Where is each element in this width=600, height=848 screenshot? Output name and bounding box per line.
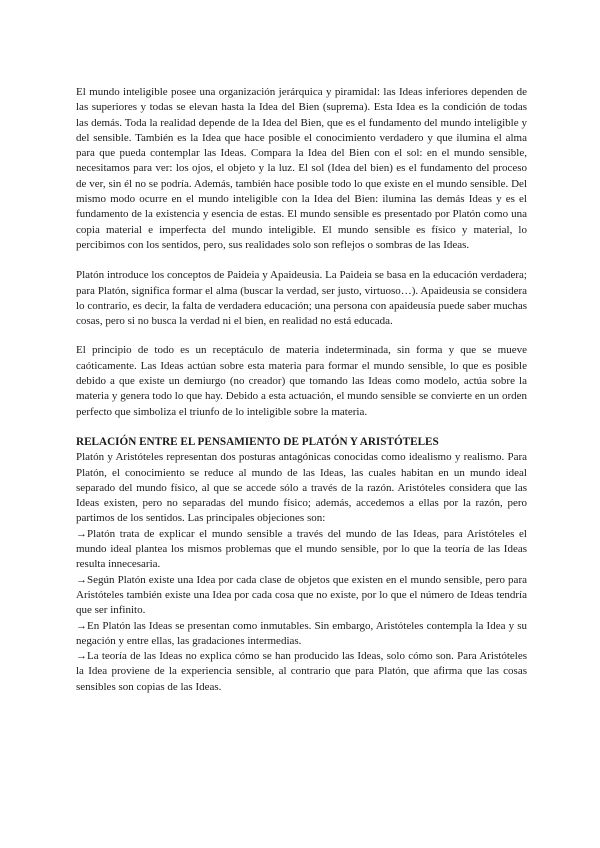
section-intro: Platón y Aristóteles representan dos posturas antagónicas conocidas como idealismo y realismo. Para Platón, el conocimiento se reduce al mundo de las Ideas, las cuales habitan en un mundo ideal separado del mundo físico, al que se accede sólo a través de la razón. Aristóteles considera que las Ideas existen, pero no separadas del mundo físico; además, accedemos a ellas por la razón, pero partimos de los sentidos. Las principales objeciones son: (76, 451, 527, 525)
paragraph-paideia: Platón introduce los conceptos de Paideia y Apaideusia. La Paideia se basa en la educación verdadera; para Platón, significa formar el alma (buscar la verdad, ser justo, virtuoso…). Apaideusia se considera lo contrario, es decir, la falta de verdadera educación; una persona con apaideusía puede saber muchas cosas, pero si no busca la verdad ni el bien, en realidad no está educada. (76, 269, 527, 328)
paragraph-demiurgo: El principio de todo es un receptáculo de materia indeterminada, sin forma y que se mueve caóticamente. Las Ideas actúan sobre esta materia para formar el mundo sensible, lo que es posible debido a que existe un demiurgo (no creador) que tomando las Ideas como modelo, actúa sobre la materia y genera todo lo que hay. Debido a esta actuación, el mundo sensible se convierte en un orden perfecto que simboliza el triunfo de lo inteligible sobre la materia. (76, 344, 527, 418)
objection-3: →En Platón las Ideas se presentan como inmutables. Sin embargo, Aristóteles contempla la Idea y su negación y entre ellas, las gradaciones intermedias. (76, 619, 527, 647)
objection-2: →Según Platón existe una Idea por cada clase de objetos que existen en el mundo sensible, pero para Aristóteles también existe una Idea por cada cosa que no existe, por lo que el número de Ideas tendría que ser infinito. (76, 573, 527, 617)
objection-4: →La teoría de las Ideas no explica cómo se han producido las Ideas, solo cómo son. Para Aristóteles la Idea proviene de la experiencia sensible, al contrario que para Platón, que afirma que las cosas sensibles son copias de las Ideas. (76, 650, 527, 693)
objection-1: →Platón trata de explicar el mundo sensible a través del mundo de las Ideas, para Aristóteles el mundo ideal plantea los mismos problemas que el mundo sensible, por lo que la teoría de las Ideas resulta innecesaria. (76, 527, 527, 571)
paragraph-ideas-bien: El mundo inteligible posee una organización jerárquica y piramidal: las Ideas inferiores dependen de las superiores y todas se elevan hasta la Idea del Bien (suprema). Esta Idea es la condición de todas las demás. Toda la realidad depende de la Idea del Bien, que es el fundamento del mundo inteligible y del sensible. También es la Idea que hace posible el conocimiento verdadero y que ilumina el alma para que pueda contemplar las Ideas. Compara la Idea del Bien con el sol: en el mundo sensible, necesitamos para ver: los ojos, el objeto y la luz. El sol (Idea del bien) es el fundamento del proceso de ver, sin él no se podría. Además, también hace posible todo lo que existe en el mundo sensible. Del mismo modo ocurre en el mundo inteligible con la Idea del Bien: ilumina las demás Ideas y es el fundamento de la existencia y esencia de estas. El mundo sensible es presentado por Platón como una copia material e imperfecta del mundo inteligible. El mundo sensible es físico y material, lo percibimos con los sentidos, pero, sus realidades solo son reflejos o sombras de las Ideas. (76, 86, 527, 251)
section-heading: RELACIÓN ENTRE EL PENSAMIENTO DE PLATÓN Y ARISTÓTELES (76, 435, 439, 448)
document-page (76, 85, 527, 695)
